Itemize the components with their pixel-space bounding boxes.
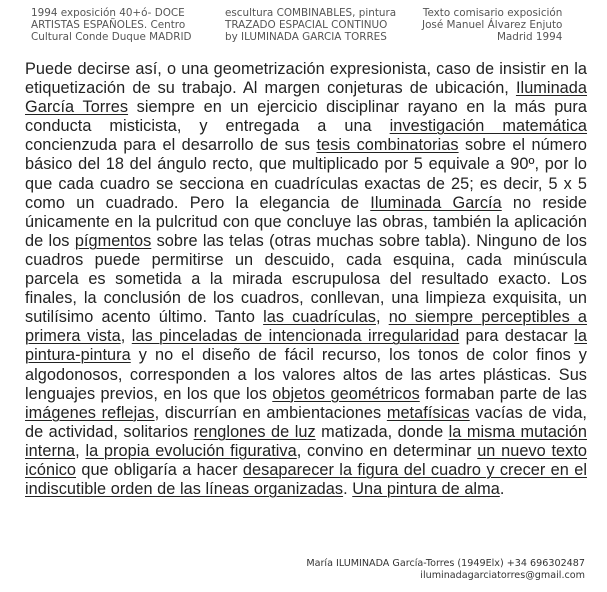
underlined-phrase: Iluminada García: [370, 193, 502, 212]
underlined-phrase: Iluminada García Torres: [25, 79, 587, 117]
underlined-phrase: objetos geométricos: [272, 384, 420, 403]
artist-contact: María ILUMINADA García-Torres (1949Elx) +34 696302487: [306, 558, 585, 569]
underlined-phrase: investigación matemática: [389, 117, 588, 136]
text-segment: concienzuda para el desarrollo de sus: [25, 136, 317, 155]
text-segment: sobre el número básico del 18 del ángulo recto, que multiplicado por 5 equivale a 90º, por lo que cada cuadro se secciona en cuadrículas exactas de 25; es decir, 5 x 5 como un cuadrado. Pero la elegancia de: [25, 136, 587, 212]
curator-line: José Manuel Álvarez Enjuto: [422, 19, 563, 32]
underlined-phrase: no siempre perceptibles a primera vista: [25, 308, 587, 346]
text-segment: formaban parte de las: [419, 384, 588, 403]
text-segment: ,: [375, 308, 389, 327]
underlined-phrase: las pinceladas de intencionada irregularidad: [131, 327, 460, 346]
text-segment: que obligaría a hacer: [76, 460, 243, 479]
underlined-phrase: la misma mutación interna: [25, 422, 587, 460]
artwork-line: escultura COMBINABLES, pintura: [225, 7, 397, 19]
underlined-phrase: pígmentos: [74, 231, 152, 250]
underlined-phrase: desaparecer la figura del cuadro y crecer en el indiscutible orden de las líneas organizadas: [25, 460, 587, 499]
curator-line: Texto comisario exposición: [422, 7, 563, 19]
text-segment: , convino en determinar: [296, 441, 478, 460]
artwork-info: [225, 7, 396, 44]
underlined-phrase: las cuadrículas: [263, 308, 376, 327]
text-segment: no reside únicamente en la pulcritud con que concluye las obras, también la aplicación de los: [25, 193, 587, 250]
text-segment: vacías de vida, de actividad, solitarios: [25, 403, 588, 441]
underlined-phrase: metafísicas: [386, 403, 470, 422]
text-segment: para destacar: [459, 327, 575, 346]
text-segment: .: [499, 480, 505, 499]
header: [0, 0, 607, 60]
artist-email[interactable]: iluminadagarciatorres@gmail.com: [420, 570, 585, 582]
curator-line: Madrid 1994: [496, 31, 563, 44]
text-segment: sobre las telas (otras muchas sobre tabla). Ninguno de los cuadros puede permitirse un descuido, cada esquina, cada minúscula parcela es sometida a la mirada escrupulosa del resultado exacto. Los finales, la conclusión de los cuadros, conllevan, una limpieza exquisita, un sutilísimo acento último. Tanto: [25, 231, 587, 327]
text-segment: ,: [120, 327, 132, 346]
exhibition-line: ARTISTAS ESPAÑOLES. Centro: [31, 19, 186, 32]
artwork-line: TRAZADO ESPACIAL CONTINUO: [225, 19, 388, 32]
artwork-line: by ILUMINADA GARCIA TORRES: [225, 31, 387, 44]
underlined-phrase: imágenes reflejas: [25, 403, 155, 422]
exhibition-line: Cultural Conde Duque MADRID: [31, 31, 192, 44]
text-segment: Puede decirse así, o una geometrización expresionista, caso de insistir en la etiquetización de su trabajo. Al margen conjeturas de ubicación,: [25, 60, 587, 98]
text-segment: ,: [75, 441, 86, 460]
text-segment: y no el diseño de fácil recurso, los tonos de color finos y algodonosos, corresponden a los valores altos de las artes plásticas. Sus lenguajes previos, en los que los: [25, 346, 587, 403]
underlined-phrase: un nuevo texto icónico: [25, 441, 587, 479]
underlined-phrase: tesis combinatorias: [316, 136, 459, 155]
footer-contact: [306, 558, 585, 583]
underlined-phrase: Una pintura de alma: [352, 480, 500, 499]
exhibition-info: [31, 7, 192, 44]
text-segment: matizada, donde: [315, 422, 449, 441]
underlined-phrase: la propia evolución figurativa: [85, 441, 297, 460]
curator-info: [422, 7, 562, 44]
exhibition-line: 1994 exposición 40+ó- DOCE: [31, 7, 185, 19]
underlined-phrase: renglones de luz: [193, 422, 316, 441]
text-segment: siempre en un ejercicio disciplinar rayano en la más pura conducta misticista, y entregada a una: [25, 98, 587, 136]
curator-text: [25, 60, 587, 499]
text-segment: , discurrían en ambientaciones: [154, 403, 387, 422]
text-segment: .: [343, 480, 353, 499]
underlined-phrase: la pintura-pintura: [25, 327, 587, 365]
